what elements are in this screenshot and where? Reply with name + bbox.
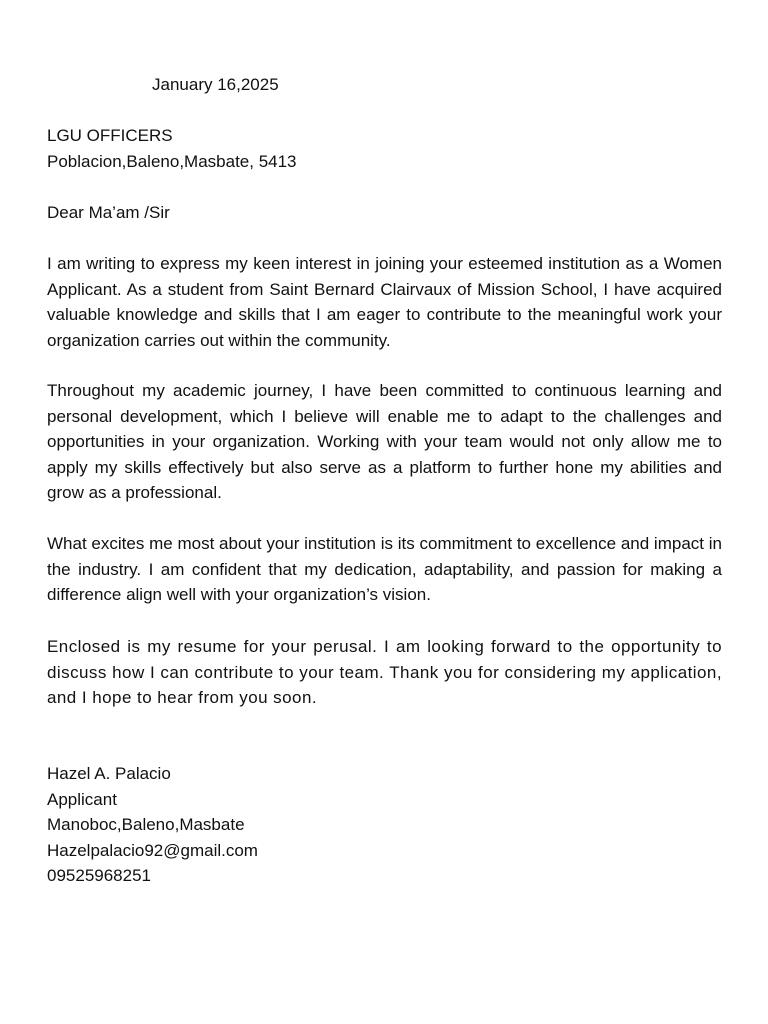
signer-name: Hazel A. Palacio xyxy=(47,764,171,783)
recipient-name: LGU OFFICERS xyxy=(47,126,173,145)
recipient-block xyxy=(47,123,297,174)
body-paragraph-1: I am writing to express my keen interest in joining your esteemed institution as a Women Applicant. As a student from Saint Bernard Clairvaux of Mission School, I have acquired valuable knowledge and skills that I am eager to contribute to the meaningful work your organization carries out within the community. xyxy=(47,254,722,350)
body-paragraph-4: Enclosed is my resume for your perusal. I am looking forward to the opportunity to discuss how I can contribute to your team. Thank you for considering my application, and I hope to hear from you soon. xyxy=(47,637,722,708)
signature-block xyxy=(47,761,258,889)
body-paragraph-3: What excites me most about your institution is its commitment to excellence and impact in the industry. I am confident that my dedication, adaptability, and passion for making a difference align well with your organization’s vision. xyxy=(47,534,722,605)
signer-address: Manoboc,Baleno,Masbate xyxy=(47,815,245,835)
salutation: Dear Ma’am /Sir xyxy=(47,203,170,222)
recipient-address: Poblacion,Baleno,Masbate, 5413 xyxy=(47,151,297,171)
body-paragraph-2: Throughout my academic journey, I have been committed to continuous learning and personal development, which I believe will enable me to adapt to the challenges and opportunities in your organization. Working with your team would not only allow me to apply my skills effectively but also serve as a platform to further hone my abilities and grow as a professional. xyxy=(47,381,722,503)
signer-email: Hazelpalacio92@gmail.com xyxy=(47,840,258,860)
signer-title: Applicant xyxy=(47,789,117,809)
signer-phone: 09525968251 xyxy=(47,866,152,886)
letter-date: January 16,2025 xyxy=(152,75,279,94)
